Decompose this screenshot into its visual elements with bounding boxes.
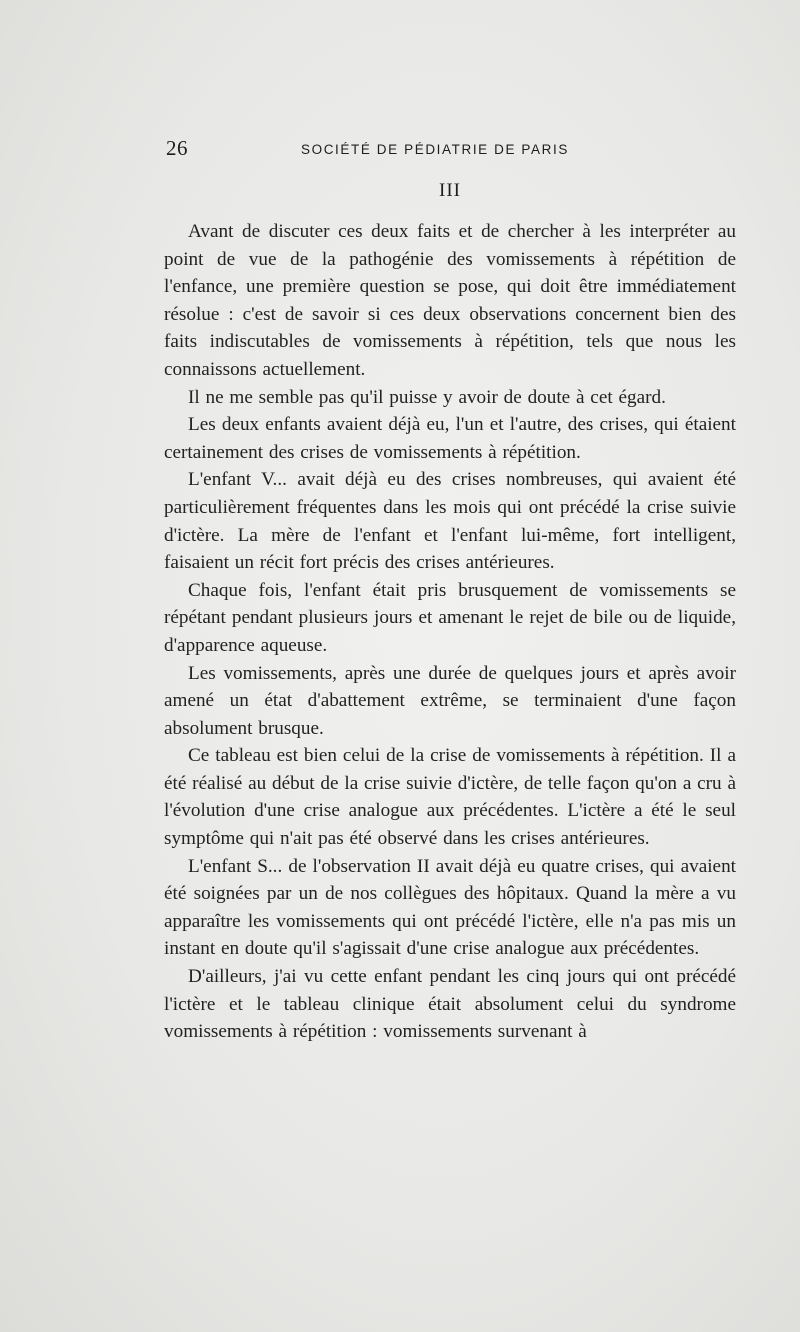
paragraph: Les vomissements, après une durée de quelques jours et après avoir amené un état d'abattement extrême, se terminaient d'une façon absolument brusque. (164, 662, 736, 739)
paragraph: Les deux enfants avaient déjà eu, l'un et l'autre, des crises, qui étaient certainement des crises de vomissements à répétition. (164, 414, 736, 463)
body-text (164, 218, 736, 1046)
page-header (166, 136, 736, 166)
section-heading: III (439, 180, 461, 201)
page-number: 26 (166, 136, 188, 160)
paragraph: Avant de discuter ces deux faits et de chercher à les interpréter au point de vue de la pathogénie des vomissements à répétition de l'enfance, une première question se pose, qui doit être immédiatement résolue : c'est de savoir si ces deux observations concernent bien des faits indiscutables de vomissements à répétition, tels que nous les connaissons actuellement. (164, 221, 736, 380)
paragraph: Il ne me semble pas qu'il puisse y avoir de doute à cet égard. (188, 386, 666, 408)
paragraph: Ce tableau est bien celui de la crise de vomissements à répétition. Il a été réalisé au début de la crise suivie d'ictère, de telle façon qu'on a cru à l'évolution d'une crise analogue aux précédentes. L'ictère a été le seul symptôme qui n'ait pas été observé dans les crises antérieures. (164, 745, 736, 850)
paragraph: L'enfant S... de l'observation II avait déjà eu quatre crises, qui avaient été soignées par un de nos collègues des hôpitaux. Quand la mère a vu apparaître les vomissements qui ont précédé l'ictère, elle n'a pas mis un instant en doute qu'il s'agissait d'une crise analogue aux précédentes. (164, 855, 736, 960)
paragraph: Chaque fois, l'enfant était pris brusquement de vomissements se répétant pendant plusieurs jours et amenant le rejet de bile ou de liquide, d'apparence aqueuse. (164, 579, 736, 656)
running-head: SOCIÉTÉ DE PÉDIATRIE DE PARIS (301, 142, 569, 157)
paragraph: D'ailleurs, j'ai vu cette enfant pendant les cinq jours qui ont précédé l'ictère et le tableau clinique était absolument celui du syndrome vomissements à répétition : vomissements survenant à (164, 966, 736, 1043)
paragraph: L'enfant V... avait déjà eu des crises nombreuses, qui avaient été particulièrement fréquentes dans les mois qui ont précédé la crise suivie d'ictère. La mère de l'enfant et l'enfant lui-même, fort intelligent, faisaient un récit fort précis des crises antérieures. (164, 469, 736, 574)
